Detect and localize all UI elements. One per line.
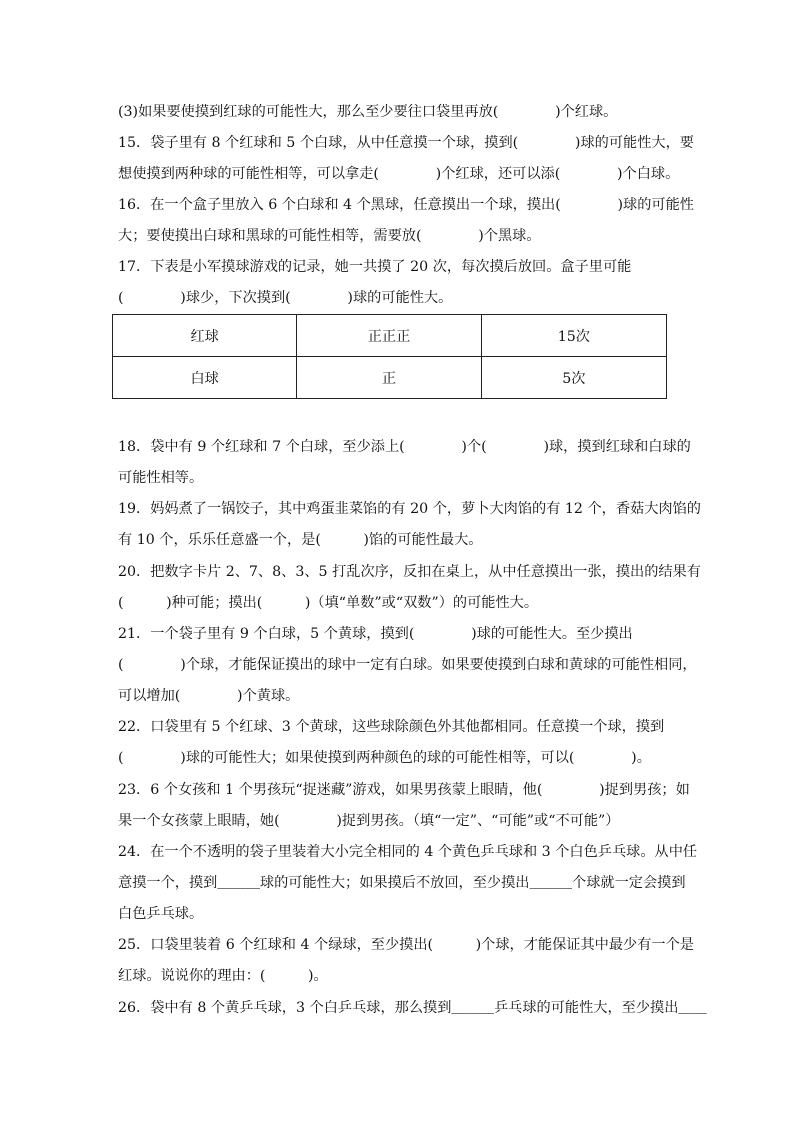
table-cell: 正 — [297, 357, 481, 399]
question-25-line-2: 红球。说说你的理由：( )。 — [118, 968, 328, 984]
question-24-line-2: 意摸一个，摸到＿＿＿球的可能性大；如果摸后不放回，至少摸出＿＿＿个球就一定会摸到 — [118, 875, 686, 891]
question-19-line-2: 有 10 个，乐乐任意盛一个，是( )馅的可能性最大。 — [118, 532, 483, 548]
question-21-line-3: 可以增加( )个黄球。 — [118, 688, 300, 704]
question-17-line-2: ( )球少，下次摸到( )球的可能性大。 — [118, 290, 453, 306]
question-19-line-1: 19．妈妈煮了一锅饺子，其中鸡蛋韭菜馅的有 20 个，萝卜大肉馅的有 12 个，香菇大肉馅的 — [118, 501, 701, 517]
question-15-line-2: 想使摸到两种球的可能性相等，可以拿走( )个红球，还可以添( )个白球。 — [118, 166, 680, 182]
question-15-line-1: 15．袋子里有 8 个红球和 5 个白球，从中任意摸一个球，摸到( )球的可能性大，要 — [118, 135, 694, 151]
table-row — [113, 315, 667, 357]
question-18-line-2: 可能性相等。 — [118, 470, 204, 486]
table-row — [113, 357, 667, 399]
question-23-line-1: 23．6 个女孩和 1 个男孩玩“捉迷藏”游戏，如果男孩蒙上眼睛，他( )捉到男孩；如 — [118, 782, 690, 798]
question-20-line-1: 20．把数字卡片 2、7、8、3、5 打乱次序，反扣在桌上，从中任意摸出一张，摸出的结果有 — [118, 564, 701, 580]
question-16-line-2: 大；要使摸出白球和黑球的可能性相等，需要放( )个黑球。 — [118, 228, 541, 244]
question-22-line-1: 22．口袋里有 5 个红球、3 个黄球，这些球除颜色外其他都相同。任意摸一个球，摸到 — [118, 719, 665, 735]
question-26-line-1: 26．袋中有 8 个黄乒乓球，3 个白乒乓球，那么摸到＿＿＿乒乓球的可能性大，至少摸出＿＿ — [118, 1000, 707, 1016]
question-line: (3)如果要使摸到红球的可能性大，那么至少要往口袋里再放( )个红球。 — [118, 104, 618, 120]
question-20-line-2: ( )种可能；摸出( )（填“单数”或“双数”）的可能性大。 — [118, 595, 539, 611]
tally-table — [112, 314, 667, 399]
question-24-line-3: 白色乒乓球。 — [118, 906, 204, 922]
question-23-line-2: 果一个女孩蒙上眼睛，她( )捉到男孩。（填“一定”、“可能”或“不可能”） — [118, 813, 620, 829]
question-24-line-1: 24．在一个不透明的袋子里装着大小完全相同的 4 个黄色乒乓球和 3 个白色乒乓球。从中任 — [118, 844, 698, 860]
table-cell: 红球 — [113, 315, 297, 357]
table-cell: 5次 — [481, 357, 666, 399]
question-16-line-1: 16．在一个盒子里放入 6 个白球和 4 个黑球，任意摸出一个球，摸出( )球的可能性 — [118, 197, 694, 213]
question-21-line-2: ( )个球，才能保证摸出的球中一定有白球。如果要使摸到白球和黄球的可能性相同， — [118, 657, 697, 673]
question-21-line-1: 21．一个袋子里有 9 个白球，5 个黄球，摸到( )球的可能性大。至少摸出 — [118, 626, 633, 642]
question-22-line-2: ( )球的可能性大；如果使摸到两种颜色的球的可能性相等，可以( )。 — [118, 750, 651, 766]
question-17-line-1: 17．下表是小军摸球游戏的记录，她一共摸了 20 次，每次摸后放回。盒子里可能 — [118, 259, 632, 275]
table-cell: 15次 — [481, 315, 666, 357]
table-cell: 白球 — [113, 357, 297, 399]
table-cell: 正正正 — [297, 315, 481, 357]
question-25-line-1: 25．口袋里装着 6 个红球和 4 个绿球，至少摸出( )个球，才能保证其中最少有一个是 — [118, 937, 694, 953]
question-18-line-1: 18．袋中有 9 个红球和 7 个白球，至少添上( )个( )球，摸到红球和白球的 — [118, 439, 691, 455]
